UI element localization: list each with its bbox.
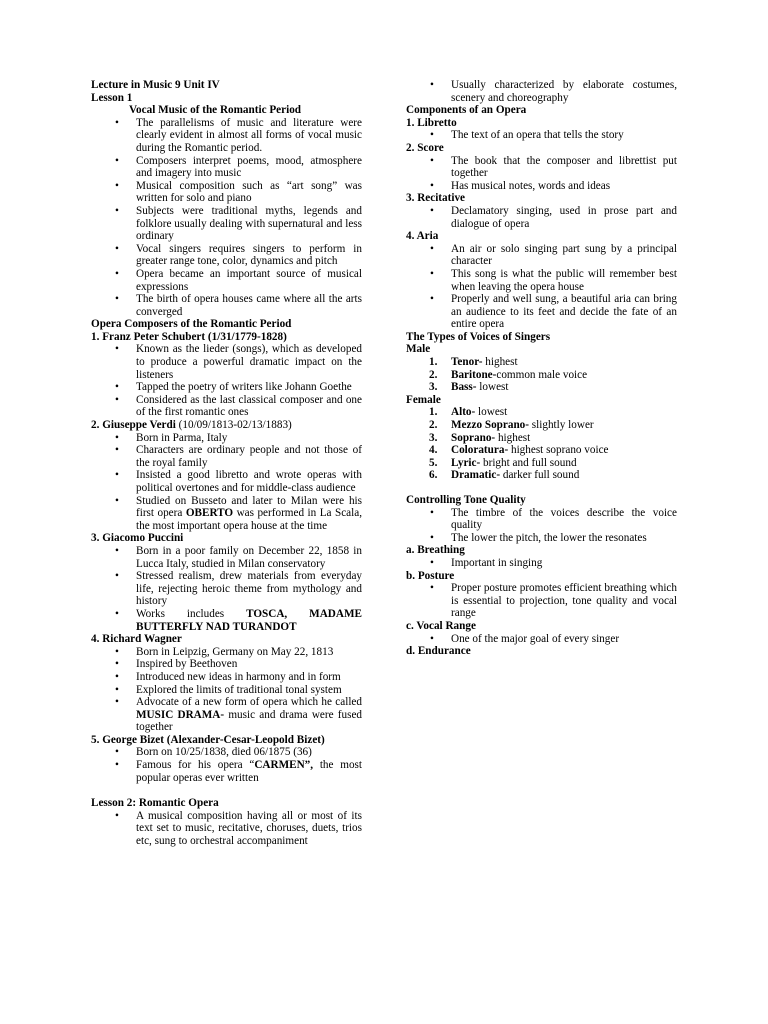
list-item: • Proper posture promotes efficient breathing which is essential to projection, tone quality and vocal range <box>406 582 677 620</box>
list-item <box>91 759 362 784</box>
voice-desc: lowest <box>476 381 509 394</box>
list-item: • The timbre of the voices describe the voice quality <box>406 507 677 532</box>
voice-desc: slightly lower <box>529 419 594 432</box>
voice-desc: highest soprano voice <box>508 444 609 457</box>
list-item: • Musical composition such as “art song” was written for solo and piano <box>91 180 362 205</box>
list-item <box>406 469 677 482</box>
male-heading: Male <box>406 343 431 356</box>
item-number: 4. <box>429 444 438 457</box>
recitative-heading: 3. Recitative <box>406 192 466 205</box>
list-item: • Opera became an important source of musical expressions <box>91 268 362 293</box>
text-run: Advocate of a new form of opera which he called <box>136 696 362 709</box>
item-number: 2. <box>429 419 438 432</box>
list-item: • Born in a poor family on December 22, 1858 in Lucca Italy, studied in Milan conservatory <box>91 545 362 570</box>
recitative-list <box>406 205 677 230</box>
list-item: • Inspired by Beethoven <box>91 658 362 671</box>
list-item: • Composers interpret poems, mood, atmosphere and imagery into music <box>91 155 362 180</box>
list-item: • Subjects were traditional myths, legends and folklore usually dealing with supernatural and less ordinary <box>91 205 362 243</box>
text-run: Works includes <box>136 607 247 620</box>
music-drama-term: MUSIC DRAMA- <box>136 708 225 721</box>
libretto-list <box>406 129 677 142</box>
carmen-title: CARMEN”, <box>254 759 314 772</box>
voice-desc: highest <box>495 431 531 444</box>
voice-term: Bass- <box>451 381 477 394</box>
verdi-heading <box>91 419 362 432</box>
score-heading: 2. Score <box>406 141 444 154</box>
list-item: • Stressed realism, drew materials from everyday life, rejecting heroic theme from mythology and history <box>91 570 362 608</box>
item-number: 1. <box>429 406 438 419</box>
list-item: • A musical composition having all or most of its text set to music, recitative, choruses, duets, trios etc, sung to orchestral accompaniment <box>91 810 362 848</box>
list-item: • Vocal singers requires singers to perform in greater range tone, color, dynamics and pitch <box>91 243 362 268</box>
breathing-list <box>406 557 677 570</box>
puccini-works-titles: TOSCA, MADAME BUTTERFLY NAD TURANDOT <box>136 607 362 633</box>
composers-heading: Opera Composers of the Romantic Period <box>91 318 292 331</box>
list-item: • Born on 10/25/1838, died 06/1875 (36) <box>91 746 362 759</box>
voice-term: Dramatic- <box>451 469 501 482</box>
text-run: music and drama were fused together <box>136 708 363 734</box>
item-number: 1. <box>429 356 438 369</box>
tone-quality-heading: Controlling Tone Quality <box>406 494 526 506</box>
voice-types-heading: The Types of Voices of Singers <box>406 330 551 343</box>
list-item: • Usually characterized by elaborate costumes, scenery and choreography <box>406 79 677 104</box>
lesson-1-label: Lesson 1 <box>91 91 133 104</box>
list-item: • The book that the composer and librettist put together <box>406 155 677 180</box>
list-item: • Declamatory singing, used in prose part and dialogue of opera <box>406 205 677 230</box>
voice-desc: common male voice <box>496 368 588 381</box>
list-item: • Properly and well sung, a beautiful aria can bring an audience to its feet and decide the fate of an entire opera <box>406 293 677 331</box>
vocal-music-heading: Vocal Music of the Romantic Period <box>129 104 302 117</box>
list-item: • Characters are ordinary people and not those of the royal family <box>91 444 362 469</box>
voice-desc: bright and full sound <box>480 456 577 469</box>
voice-term: Alto- <box>451 406 476 419</box>
verdi-list <box>91 432 362 533</box>
tone-list <box>406 507 677 545</box>
puccini-list <box>91 545 362 633</box>
voice-term: Soprano- <box>451 431 496 444</box>
right-column <box>406 79 677 658</box>
list-item <box>406 457 677 470</box>
vocal-range-heading: c. Vocal Range <box>406 619 476 632</box>
lesson-2-heading: Lesson 2: Romantic Opera <box>91 797 219 810</box>
components-heading: Components of an Opera <box>406 104 527 117</box>
schubert-heading: 1. Franz Peter Schubert (1/31/1779-1828) <box>91 330 287 343</box>
male-voices-list <box>406 356 677 394</box>
list-item <box>406 444 677 457</box>
item-number: 3. <box>429 431 438 444</box>
libretto-heading: 1. Libretto <box>406 116 457 129</box>
oberto-title: OBERTO <box>185 507 234 520</box>
endurance-heading: d. Endurance <box>406 645 471 658</box>
list-item: • Introduced new ideas in harmony and in form <box>91 671 362 684</box>
list-item: • Known as the lieder (songs), which as developed to produce a powerful dramatic impact on the listeners <box>91 343 362 381</box>
voice-term: Tenor- <box>451 356 483 369</box>
list-item: • Important in singing <box>406 557 677 570</box>
list-item: • The text of an opera that tells the story <box>406 129 677 142</box>
text-run: the most popular operas ever written <box>136 759 362 784</box>
list-item: • The birth of opera houses came where all the arts converged <box>91 293 362 318</box>
item-number: 2. <box>429 368 438 381</box>
bizet-list <box>91 746 362 784</box>
intro-list <box>91 117 362 319</box>
voice-term: Lyric- <box>451 456 481 469</box>
spacer <box>91 784 362 797</box>
voice-desc: darker full sound <box>500 469 580 482</box>
spacer <box>406 482 677 494</box>
list-item: • Tapped the poetry of writers like Johann Goethe <box>91 381 362 394</box>
puccini-heading: 3. Giacomo Puccini <box>91 532 184 545</box>
list-item: • Considered as the last classical composer and one of the first romantic ones <box>91 394 362 419</box>
schubert-list <box>91 343 362 419</box>
item-number: 5. <box>429 456 438 469</box>
opera-char-list <box>406 79 677 104</box>
list-item <box>91 608 362 633</box>
list-item <box>91 696 362 734</box>
list-item <box>406 406 677 419</box>
voice-term: Mezzo Soprano- <box>451 419 529 432</box>
list-item <box>406 432 677 445</box>
list-item <box>406 369 677 382</box>
list-item <box>91 495 362 533</box>
list-item: • An air or solo singing part sung by a principal character <box>406 243 677 268</box>
verdi-dates: (10/09/1813-02/13/1883) <box>175 419 292 432</box>
list-item: • One of the major goal of every singer <box>406 633 677 646</box>
list-item: • The lower the pitch, the lower the resonates <box>406 532 677 545</box>
lesson-2-list <box>91 810 362 848</box>
list-item: • The parallelisms of music and literature were clearly evident in almost all forms of vocal music during the Romantic period. <box>91 117 362 155</box>
female-heading: Female <box>406 393 441 406</box>
text-run: was performed in La Scala, the most important opera house at the time <box>136 507 363 532</box>
item-number: 6. <box>429 469 438 482</box>
list-item: • Has musical notes, words and ideas <box>406 180 677 193</box>
posture-heading: b. Posture <box>406 569 455 582</box>
wagner-heading: 4. Richard Wagner <box>91 633 182 646</box>
list-item: • This song is what the public will remember best when leaving the opera house <box>406 268 677 293</box>
breathing-heading: a. Breathing <box>406 544 465 557</box>
text-run: Studied on Busseto and later to Milan were his first opera <box>136 494 362 520</box>
left-column <box>91 79 362 848</box>
aria-heading: 4. Aria <box>406 230 439 243</box>
list-item: • Born in Parma, Italy <box>91 432 362 445</box>
list-item <box>406 381 677 394</box>
female-voices-list <box>406 406 677 482</box>
list-item: • Explored the limits of traditional tonal system <box>91 684 362 697</box>
item-number: 3. <box>429 381 438 394</box>
text-run: Famous for his opera “ <box>136 759 255 772</box>
list-item <box>406 356 677 369</box>
voice-term: Baritone- <box>451 368 497 381</box>
vocal-range-list <box>406 633 677 646</box>
list-item <box>406 419 677 432</box>
voice-desc: highest <box>482 356 518 369</box>
voice-term: Coloratura- <box>451 444 509 457</box>
list-item: • Insisted a good libretto and wrote operas with political overtones and for middle-class audience <box>91 469 362 494</box>
verdi-name: 2. Giuseppe Verdi <box>91 419 176 432</box>
lecture-title: Lecture in Music 9 Unit IV <box>91 79 220 91</box>
list-item: • Born in Leipzig, Germany on May 22, 1813 <box>91 646 362 659</box>
aria-list <box>406 243 677 331</box>
bizet-heading: 5. George Bizet (Alexander-Cesar-Leopold Bizet) <box>91 733 325 746</box>
score-list <box>406 155 677 193</box>
posture-list <box>406 582 677 620</box>
voice-desc: lowest <box>475 406 508 419</box>
wagner-list <box>91 646 362 734</box>
